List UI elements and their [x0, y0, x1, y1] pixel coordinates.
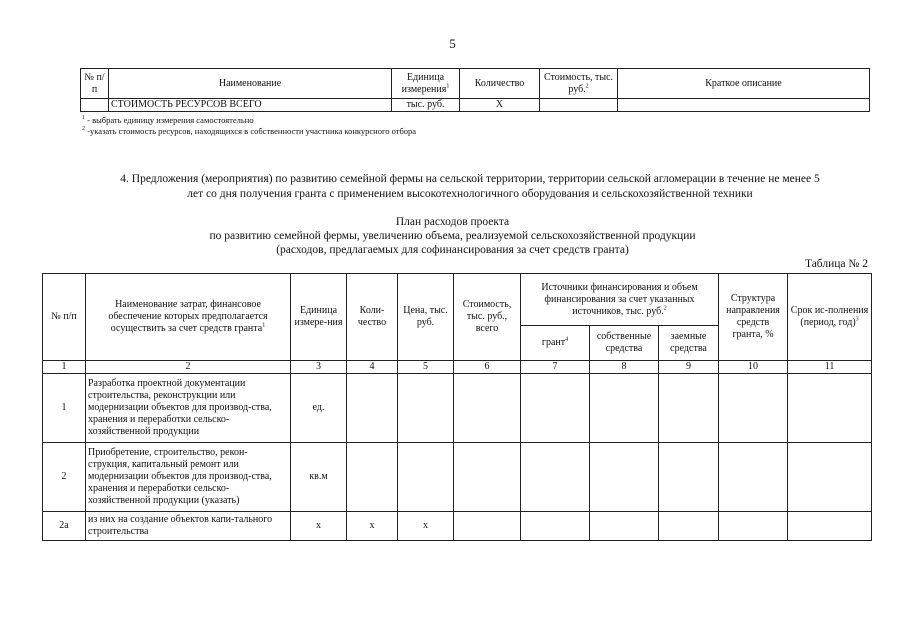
- t2-header-num: № п/п: [43, 274, 86, 361]
- t2-header-sources: Источники финансирования и объем финансирования за счет указанных источников, тыс. руб.$^2$: [521, 274, 719, 326]
- row-cell: [521, 512, 590, 541]
- t1-header-qty: Количество: [460, 69, 540, 99]
- row-num: 1: [43, 374, 86, 443]
- t2-header-name: Наименование затрат, финансовое обеспечение которых предполагается осуществить за счет средств гранта$^1$: [86, 274, 291, 361]
- t2-header-loan: заемные средства: [659, 326, 719, 361]
- row-cell: [719, 512, 788, 541]
- row-num: 2а: [43, 512, 86, 541]
- table-row: [43, 512, 872, 541]
- page-number: 5: [449, 36, 456, 51]
- t2-column-numbers: [43, 361, 872, 374]
- footnote-1: $^1$ - выбрать единицу измерения самостоятельно: [82, 115, 254, 125]
- row-cell: [719, 443, 788, 512]
- t1-header-desc: Краткое описание: [618, 69, 870, 99]
- col-number: 3: [291, 361, 347, 374]
- row-cell: [590, 443, 659, 512]
- t1-cell-name: СТОИМОСТЬ РЕСУРСОВ ВСЕГО: [109, 99, 392, 112]
- row-cell: [659, 443, 719, 512]
- row-cell: [659, 512, 719, 541]
- col-number: 5: [398, 361, 454, 374]
- row-unit: х: [291, 512, 347, 541]
- row-cell: [659, 374, 719, 443]
- col-number: 9: [659, 361, 719, 374]
- col-number: 10: [719, 361, 788, 374]
- t2-header-structure: Структура направления средств гранта, %: [719, 274, 788, 361]
- table-2-label: Таблица № 2: [804, 258, 868, 270]
- row-qty: [347, 443, 398, 512]
- row-qty: [347, 374, 398, 443]
- plan-title: План расходов проекта по развитию семейной фермы, увеличению объема, реализуемой сельскохозяйственной продукции (расходов, предлагаемых для софинансирования за счет средств гранта): [209, 216, 696, 256]
- row-cell: [788, 512, 872, 541]
- footnote-2: $^2$ -указать стоимость ресурсов, находящихся в собственности участника конкурсного отбора: [82, 126, 417, 136]
- row-cell: [454, 443, 521, 512]
- t2-header-grant: грант$^4$: [521, 326, 590, 361]
- row-cell: [590, 374, 659, 443]
- t1-header-name: Наименование: [109, 69, 392, 99]
- row-cell: [521, 443, 590, 512]
- table-row: [43, 443, 872, 512]
- t1-header-num: № п/п: [81, 69, 109, 99]
- t2-header-unit: Единица измере-ния: [291, 274, 347, 361]
- row-name: из них на создание объектов капи-тального строительства: [86, 512, 291, 541]
- row-name: Приобретение, строительство, рекон-струкция, капитальный ремонт или модернизации объектов для производ-ства, хранения и переработки сельско-хозяйственной продукции (указать): [86, 443, 291, 512]
- t1-header-cost: Стоимость, тыс. руб.$^2$: [540, 69, 618, 99]
- row-cell: [521, 374, 590, 443]
- col-number: 8: [590, 361, 659, 374]
- t1-cell-unit: тыс. руб.: [392, 99, 460, 112]
- row-unit: ед.: [291, 374, 347, 443]
- row-price: х: [398, 512, 454, 541]
- t1-header-unit: Единица измерения$^1$: [392, 69, 460, 99]
- resources-table: [80, 68, 870, 112]
- row-unit: кв.м: [291, 443, 347, 512]
- row-cell: [590, 512, 659, 541]
- col-number: 7: [521, 361, 590, 374]
- col-number: 1: [43, 361, 86, 374]
- row-cell: [788, 374, 872, 443]
- t2-header-price: Цена, тыс. руб.: [398, 274, 454, 361]
- t1-cell-num: [81, 99, 109, 112]
- row-num: 2: [43, 443, 86, 512]
- col-number: 4: [347, 361, 398, 374]
- row-cell: [454, 374, 521, 443]
- row-cell: [454, 512, 521, 541]
- section-4-paragraph: 4. Предложения (мероприятия) по развитию семейной фермы на сельской территории, территории сельской агломерации в течение не менее 5 лет со дня получения гранта с применением высокотехнологичного оборудования и сельскохозяйственной техники: [120, 173, 820, 200]
- t2-header-term: Срок ис-полнения (период, год)$^3$: [788, 274, 872, 361]
- row-name: Разработка проектной документации строительства, реконструкции или модернизации объектов для производ-ства, хранения и переработки сельско-хозяйственной продукции: [86, 374, 291, 443]
- t2-header-own: собственные средства: [590, 326, 659, 361]
- t1-cell-desc: [618, 99, 870, 112]
- col-number: 6: [454, 361, 521, 374]
- table-row: [43, 374, 872, 443]
- t2-header-qty: Коли-чество: [347, 274, 398, 361]
- t1-cell-qty: Х: [460, 99, 540, 112]
- expense-plan-table: [42, 273, 872, 541]
- t2-header-cost: Стоимость, тыс. руб., всего: [454, 274, 521, 361]
- col-number: 11: [788, 361, 872, 374]
- row-cell: [788, 443, 872, 512]
- t1-total-row: [81, 99, 870, 112]
- col-number: 2: [86, 361, 291, 374]
- row-cell: [719, 374, 788, 443]
- row-price: [398, 374, 454, 443]
- row-qty: х: [347, 512, 398, 541]
- row-price: [398, 443, 454, 512]
- t1-cell-cost: [540, 99, 618, 112]
